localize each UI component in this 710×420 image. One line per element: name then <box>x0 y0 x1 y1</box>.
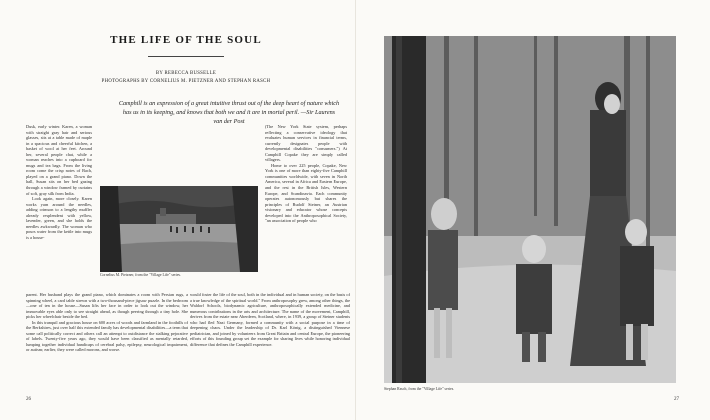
body-column-left <box>26 124 92 292</box>
photo-caption: Cornelius M. Pietzner, from the "Village Life" series. <box>100 273 181 277</box>
title-rule <box>148 56 224 57</box>
paragraph: In this tranquil and gracious house on 600 acres of woods and farmland in the foothills of the Berkshires, just over half this extended family has developmental disabilities—a term that some call politically correct and others call an attempt to outdistance the stalking pejorative of labels. Twenty-five years ago, they would have been classified as mentally retarded, lumping together individual handicaps of cerebral palsy, epilepsy, neurological impairment, or autism; earlier, they were called morons, and worse. <box>26 319 188 353</box>
page-gutter <box>355 0 356 420</box>
photographer-credit: PHOTOGRAPHS BY CORNELIUS M. PIETZNER AND STEPHAN RASCH <box>101 79 271 84</box>
body-column-middle-bottom <box>190 292 350 392</box>
byline: BY REBECCA BUSSELLE <box>155 71 217 76</box>
page-number-right: 27 <box>674 397 679 402</box>
body-column-left-bottom <box>26 292 188 392</box>
body-column-right <box>265 124 347 292</box>
children-woods-photo <box>384 36 676 383</box>
paragraph: Look again, more closely. Karen works yarn around the needles, adding crimson to a lengthy muffler already resplendent with yellow, lavender, green, and she holds the needles awkwardly. The woman who pours water from the kettle into mugs is a house- <box>26 196 92 240</box>
page-number-left: 26 <box>26 397 31 402</box>
photo-caption: Stephan Rasch, from the "Village Life" series. <box>384 387 455 391</box>
article-title: THE LIFE OF THE SOUL <box>110 34 262 46</box>
village-photo <box>100 186 258 272</box>
epigraph: Camphill is an expression of a great intuitive thrust out of the deep heart of nature which has us in its keeping, and knows that both we and it are in mortal peril. —Sir Laurens van der Post <box>118 100 340 125</box>
paragraph: Home to over 225 people, Copake, New York is one of more than eighty-five Camphill communities worldwide, with seven in North America, several in Africa and Eastern Europe, and the rest in the British Isles, Western Europe, and Scandinavia. Each community operates autonomously but shares the principles of Rudolf Steiner, an Austrian visionary and educator whose concepts developed into the Anthroposophical Society, "an association of people who <box>265 162 347 224</box>
paragraph: would foster the life of the soul, both in the individual and in human society, on the basis of a true knowledge of the spiritual world." From anthroposophy grew, among other things, the Waldorf Schools, biodynamic agriculture, anthroposophically extended medicine, and numerous contributions in the arts and architecture. The name of the movement, Camphill, derives from the estate near Aberdeen, Scotland, where, in 1939, a group of Steiner students who had fled Nazi Germany, formed a community with a social purpose in a time of deepening chaos. Under the leadership of Dr. Karl König, a distinguished Viennese pediatrician, and joined by volunteers from Great Britain and central Europe, the pioneering efforts of this founding group set the example for sharing lives while honoring individual difference that defines the Camphill experience. <box>190 292 350 347</box>
paragraph: (The New York State system, perhaps reflecting a conservative ideology that evaluates human services in financial terms, currently designates people with developmental disabilities "consumers.") At Camphill Copake they are simply called villagers. <box>265 124 347 163</box>
paragraph: Dusk, early winter. Karen, a woman with straight gray hair and serious glasses, sits at a table made of maple in a spacious and cheerful kitchen, a basket of wool at her feet. Around her, several people chat, while a woman reaches into a cupboard for mugs and tea bags. From the living room come the crisp notes of Bach, played on a grand piano. Down the hall, Susan sits on her bed gazing through a window framed by curtains of soft, gray silk from India. <box>26 124 92 196</box>
paragraph: parent. Her husband plays the grand piano, which dominates a room with Persian rugs, a spinning wheel, a card table strewn with a two-thousand-piece jigsaw puzzle. In the bedroom—one of ten in the house—Susan lifts her face in order to look out the window, her immovable eyes able only to see straight ahead, as though peering through a tiny hole. She picks her wheelchair beside the bed. <box>26 292 188 320</box>
